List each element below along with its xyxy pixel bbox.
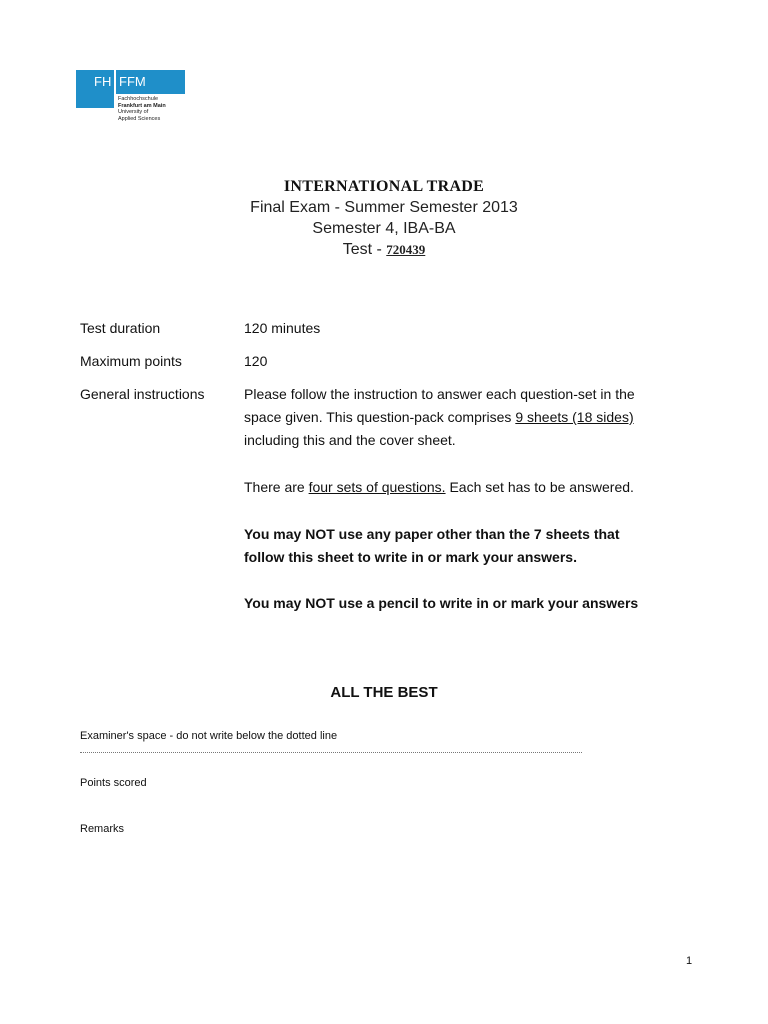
- exam-semester: Semester 4, IBA-BA: [312, 220, 456, 237]
- logo-ffm-text: FFM: [119, 74, 146, 89]
- duration-value: 120 minutes: [244, 320, 321, 336]
- sets-pre-text: There are: [244, 479, 309, 495]
- title-block: [0, 177, 768, 260]
- duration-label: Test duration: [80, 320, 161, 336]
- logo-line-3: University of: [118, 109, 149, 115]
- test-label: Test -: [342, 241, 382, 258]
- instructions-line-2: [244, 406, 694, 429]
- logo-line-2: Frankfurt am Main: [118, 102, 166, 109]
- points-label: Maximum points: [80, 353, 182, 369]
- logo-fh-block: [76, 70, 114, 108]
- sets-count: four sets of questions.: [308, 479, 446, 495]
- exam-test-line: [0, 239, 768, 260]
- all-the-best: ALL THE BEST: [330, 684, 438, 701]
- instructions-text: [244, 383, 694, 452]
- instructions-line-1: Please follow the instruction to answer each question-set in the: [244, 386, 635, 402]
- instructions-label: General instructions: [80, 386, 205, 402]
- logo-ffm-block: [116, 70, 185, 94]
- dotted-line: [80, 752, 582, 753]
- instructions-line-3: including this and the cover sheet.: [244, 432, 456, 448]
- logo-fh: [76, 70, 114, 108]
- examiner-note: Examiner's space - do not write below the dotted line: [80, 730, 338, 742]
- exam-title: INTERNATIONAL TRADE: [283, 178, 485, 195]
- sheet-count: 9 sheets (18 sides): [515, 409, 634, 425]
- instructions-line-2-text: space given. This question-pack comprises: [244, 409, 516, 425]
- paper-rule-line-1: You may NOT use any paper other than the 7 sheets that: [244, 526, 620, 542]
- logo-line-4: Applied Sciences: [118, 115, 161, 122]
- points-value: 120: [244, 353, 268, 369]
- points-scored-label: Points scored: [80, 777, 147, 789]
- test-number: 720439: [386, 242, 426, 257]
- pencil-rule: You may NOT use a pencil to write in or mark your answers: [244, 595, 639, 611]
- question-sets-note: [244, 476, 694, 499]
- logo-line-1: Fachhochschule: [118, 96, 159, 102]
- logo-fh-text: FH: [94, 74, 112, 89]
- sets-post-text: Each set has to be answered.: [445, 479, 634, 495]
- logo-institution-text: [118, 96, 166, 122]
- page-number: 1: [686, 955, 693, 967]
- remarks-label: Remarks: [80, 823, 125, 835]
- exam-subtitle: Final Exam - Summer Semester 2013: [250, 199, 518, 216]
- paper-rule: [244, 523, 694, 569]
- paper-rule-line-2: follow this sheet to write in or mark your answers.: [244, 549, 577, 565]
